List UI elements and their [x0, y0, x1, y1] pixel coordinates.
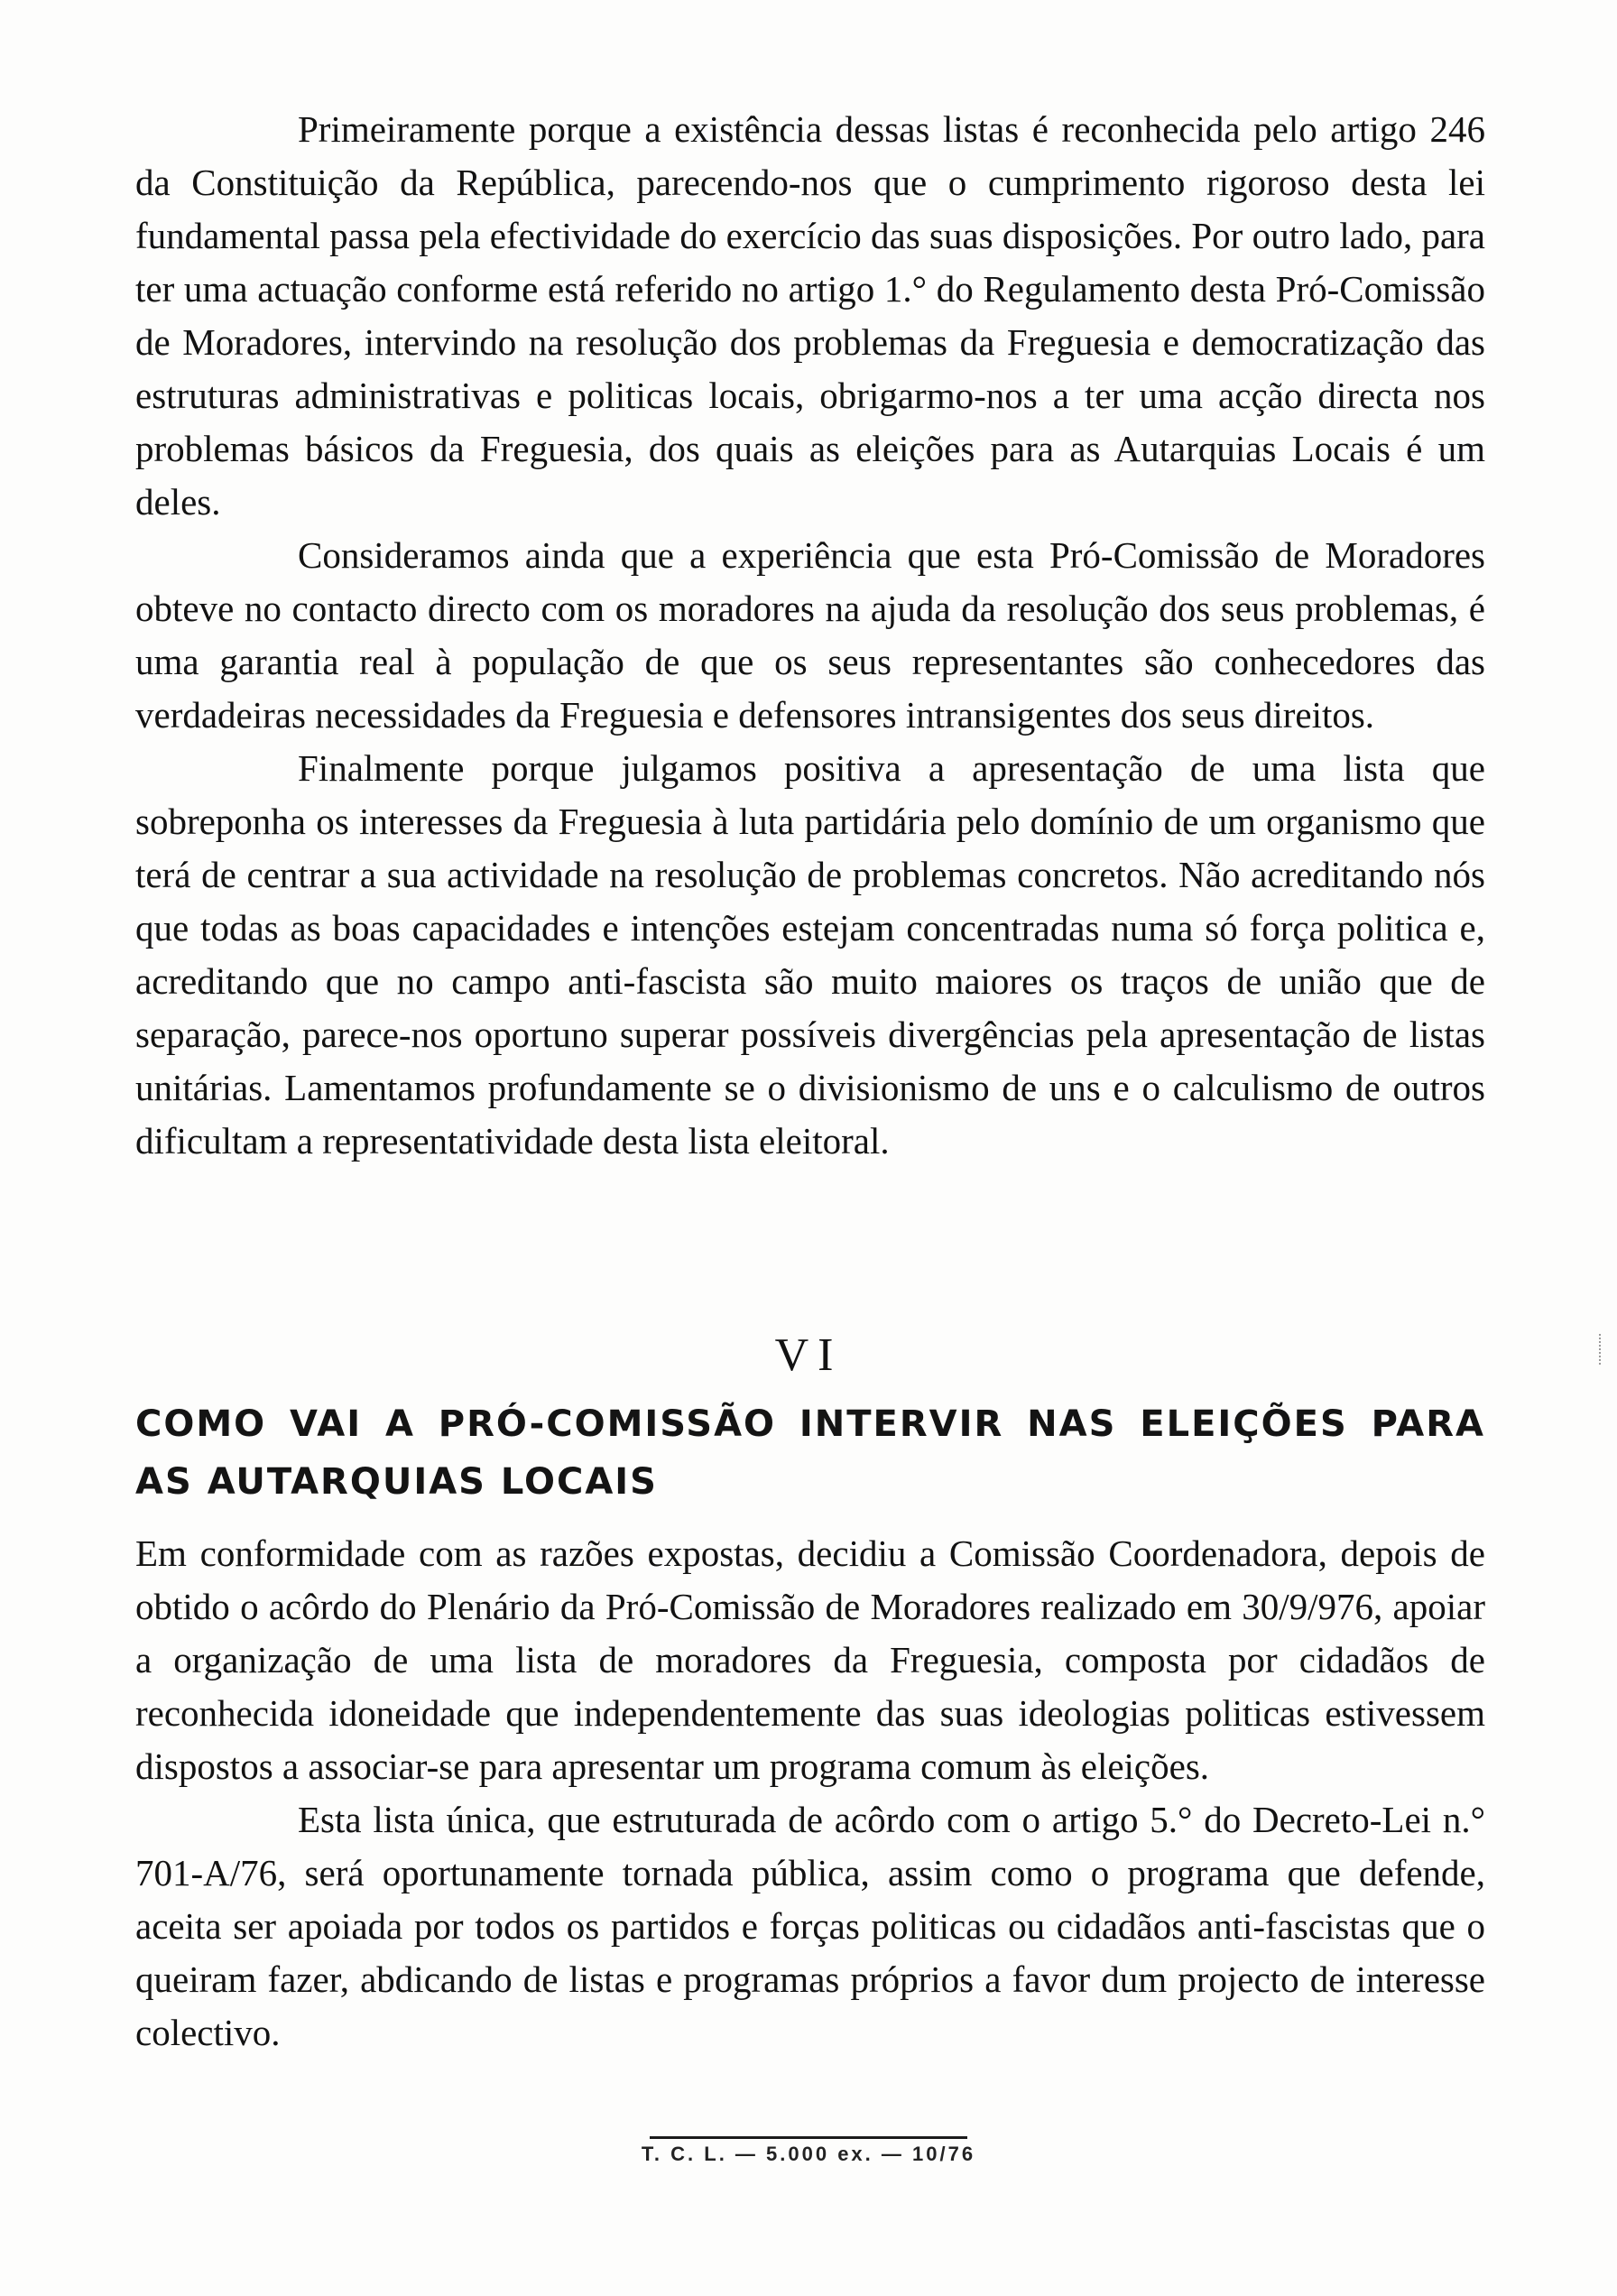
section-number: VI — [774, 1329, 843, 1381]
paragraph: Primeiramente porque a existência dessas listas é reconhecida pelo artigo 246 da Constituição da República, parecendo-nos que o cumprimento rigoroso desta lei fundamental passa pela efectividade do exercício das suas disposições. Por outro lado, para ter uma actuação conforme está referido no artigo 1.° do Regulamento desta Pró-Comissão de Moradores, intervindo na resolução dos problemas da Freguesia e democratização das estruturas administrativas e politicas locais, obrigarmo-nos a ter uma acção directa nos problemas básicos da Freguesia, dos quais as eleições para as Autarquias Locais é um deles. — [135, 108, 1485, 523]
paragraph: Consideramos ainda que a experiência que esta Pró-Comissão de Moradores obteve no contacto directo com os moradores na ajuda da resolução dos seus problemas, é uma garantia real à população de que os seus representantes são conhecedores das verdadeiras necessidades da Freguesia e defensores intransigentes dos seus direitos. — [135, 534, 1485, 736]
footer-rule — [650, 2136, 967, 2139]
scan-margin-mark — [1599, 1334, 1603, 1365]
paragraph: Finalmente porque julgamos positiva a apresentação de uma lista que sobreponha os interesses da Freguesia à luta partidária pelo domínio de um organismo que terá de centrar a sua actividade na resolução de problemas concretos. Não acreditando nós que todas as boas capacidades e intenções estejam concentradas numa só força politica e, acreditando que no campo anti-fascista são muito maiores os traços de união que de separação, parece-nos oportuno superar possíveis divergências pela apresentação de listas unitárias. Lamentamos profundamente se o divisionismo de uns e o calculismo de outros dificultam a representatividade desta lista eleitoral. — [135, 747, 1485, 1162]
text-block-before-section — [135, 103, 1485, 1168]
paragraph: Esta lista única, que estruturada de acôrdo com o artigo 5.° do Decreto-Lei n.° 701-A/76, será oportunamente tornada pública, assim como o programa que defende, aceita ser apoiada por todos os partidos e forças politicas ou cidadãos anti-fascistas que o queiram fazer, abdicando de listas e programas próprios a favor dum projecto de interesse colectivo. — [135, 1799, 1485, 2053]
section-heading: COMO VAI A PRÓ-COMISSÃO INTERVIR NAS ELEIÇÕES PARA AS AUTARQUIAS LOCAIS — [135, 1403, 1485, 1503]
paragraph: Em conformidade com as razões expostas, decidiu a Comissão Coordenadora, depois de obtido o acôrdo do Plenário da Pró-Comissão de Moradores realizado em 30/9/976, apoiar a organização de uma lista de moradores da Freguesia, composta por cidadãos de reconhecida idoneidade que independentemente das suas ideologias politicas estivessem dispostos a associar-se para apresentar um programa comum às eleições. — [135, 1532, 1485, 1787]
printer-imprint: T. C. L. — 5.000 ex. — 10/76 — [641, 2143, 976, 2165]
text-block-after-section — [135, 1527, 1485, 2060]
